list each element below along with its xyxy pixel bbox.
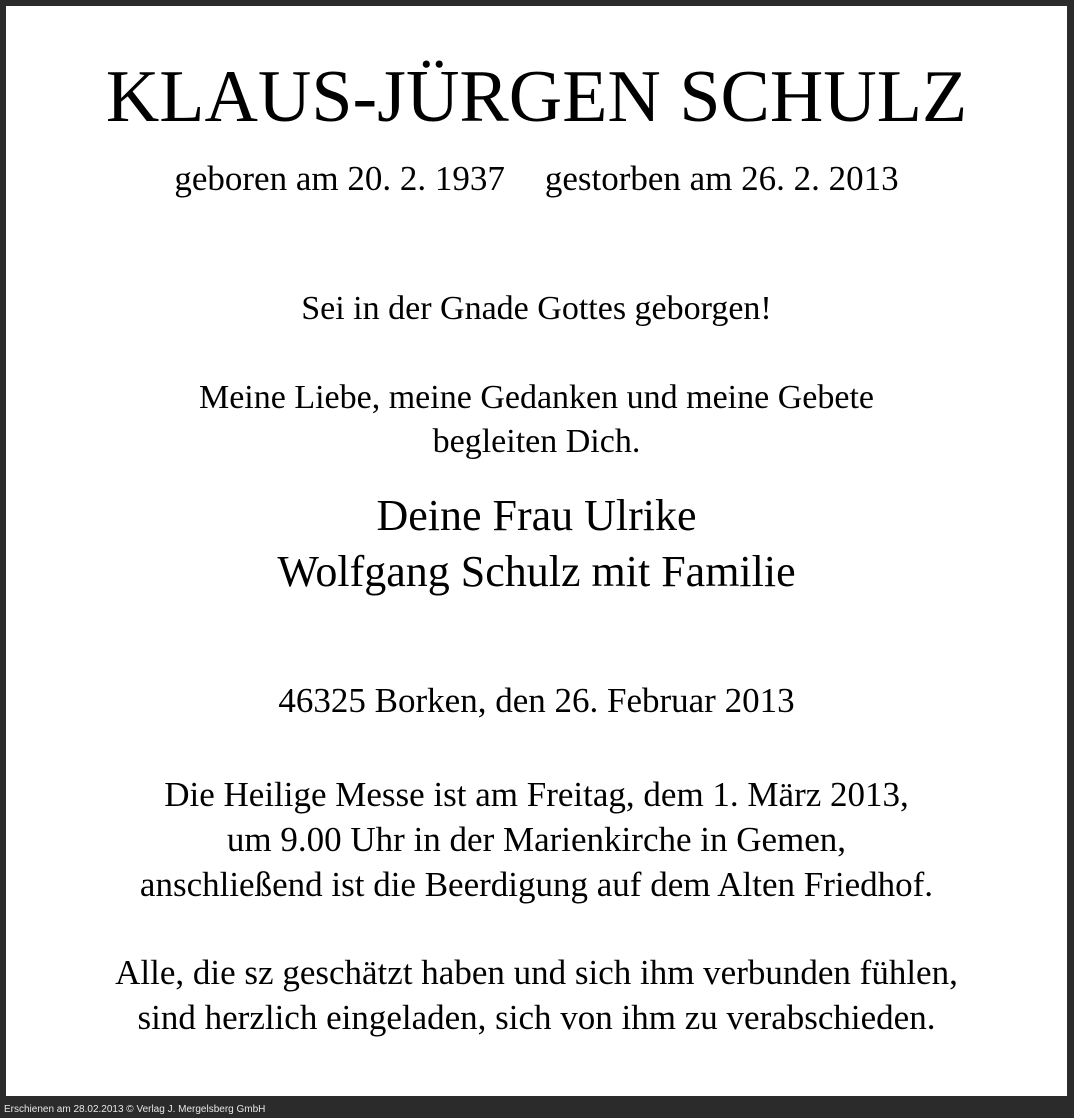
invitation-line: sind herzlich eingeladen, sich von ihm zu verabschieden. xyxy=(137,998,936,1037)
service-details xyxy=(6,772,1067,907)
dedication-text xyxy=(6,376,1067,464)
life-dates xyxy=(6,158,1067,200)
motto: Sei in der Gnade Gottes geborgen! xyxy=(301,290,772,327)
birth-date: geboren am 20. 2. 1937 xyxy=(174,159,505,198)
dedication-line: begleiten Dich. xyxy=(432,423,641,460)
service-line: um 9.00 Uhr in der Marienkirche in Gemen, xyxy=(226,820,847,859)
dedication-line: Meine Liebe, meine Gedanken und meine Gebete xyxy=(198,379,874,416)
invitation-text xyxy=(6,950,1067,1040)
invitation-line: Alle, die sz geschätzt haben und sich ihm verbunden fühlen, xyxy=(115,953,958,992)
mourner-line: Wolfgang Schulz mit Familie xyxy=(277,547,796,596)
mourner-line: Deine Frau Ulrike xyxy=(376,491,697,540)
mourners xyxy=(6,488,1067,600)
service-line: Die Heilige Messe ist am Freitag, dem 1. März 2013, xyxy=(164,775,909,814)
deceased-name: KLAUS-JÜRGEN SCHULZ xyxy=(105,56,968,138)
service-line: anschließend ist die Beerdigung auf dem Alten Friedhof. xyxy=(139,865,934,904)
death-date: gestorben am 26. 2. 2013 xyxy=(544,159,899,198)
obituary-notice xyxy=(6,6,1067,1096)
place-and-date: 46325 Borken, den 26. Februar 2013 xyxy=(278,681,795,720)
publication-footer: Erschienen am 28.02.2013 © Verlag J. Mergelsberg GmbH xyxy=(4,1104,266,1115)
